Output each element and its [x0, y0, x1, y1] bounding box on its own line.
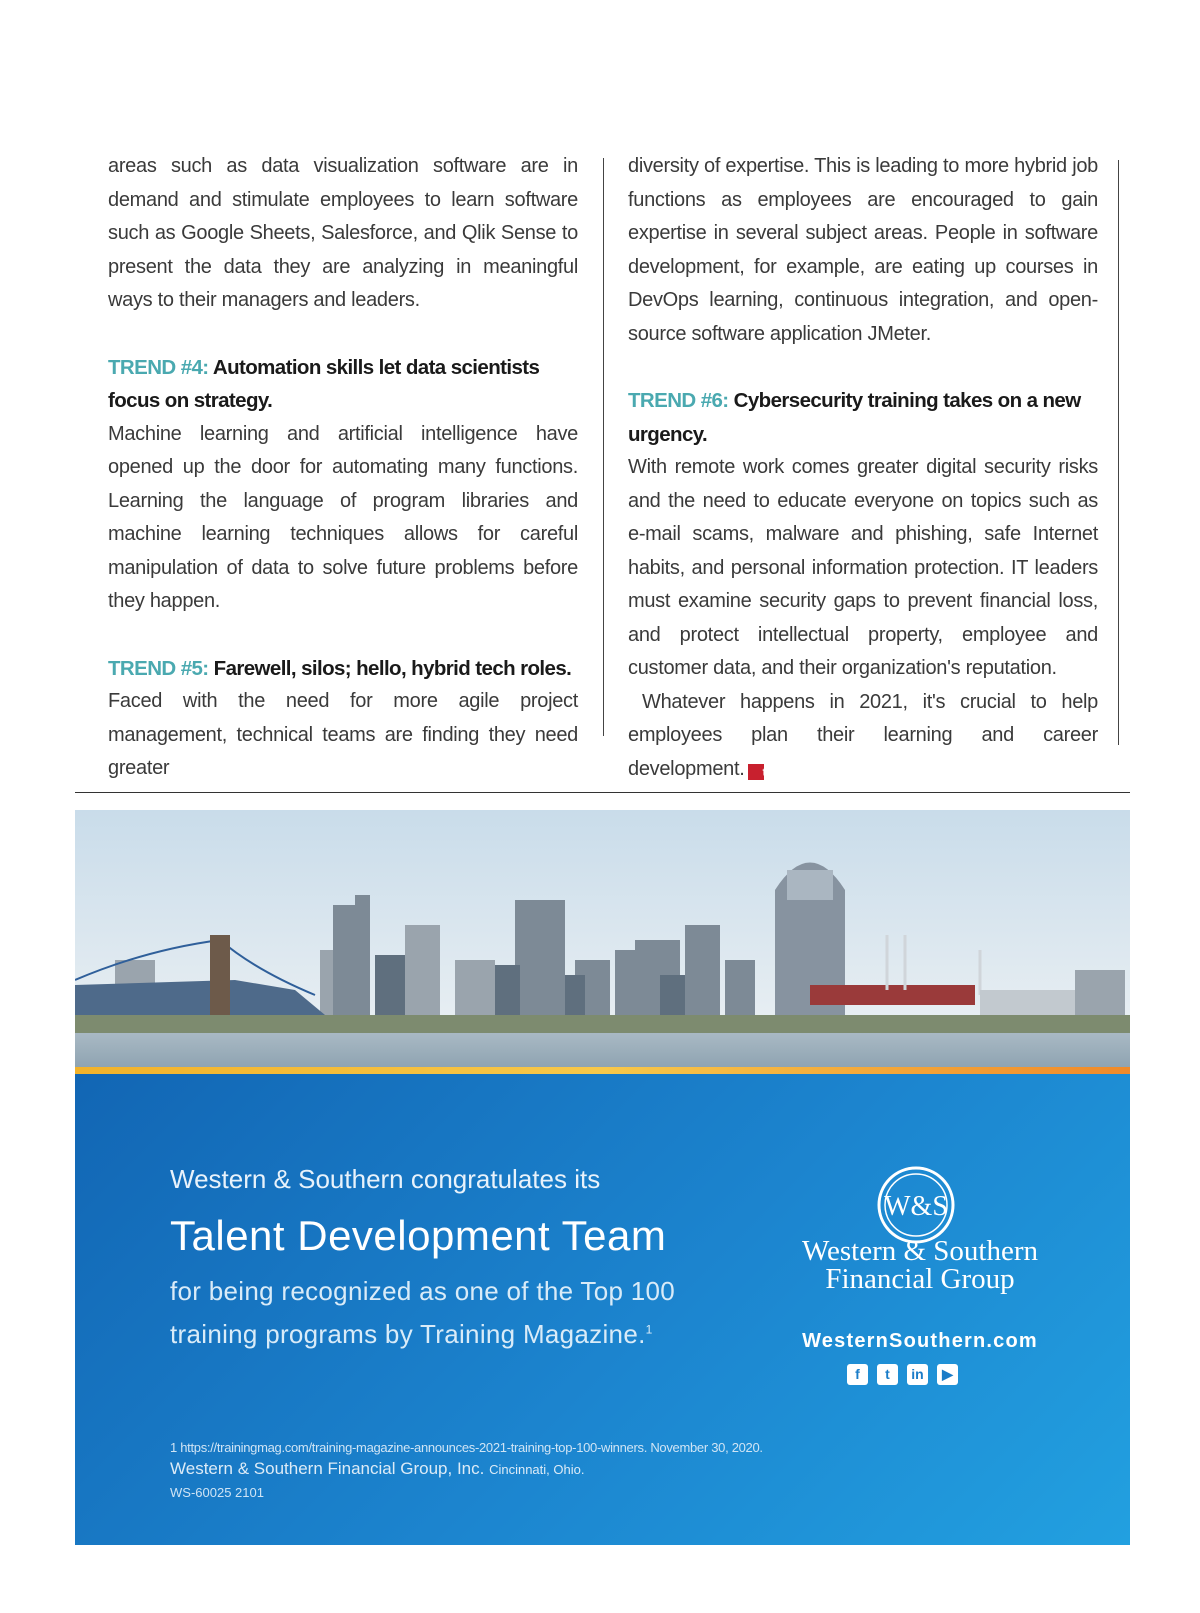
closing-text: Whatever happens in 2021, it's crucial to help employees plan their learning and career development. [628, 690, 1098, 780]
right-paragraph-intro: diversity of expertise. This is leading to more hybrid job functions as employees are encouraged to gain expertise in several subject areas. People in software development, for example, are eating up courses in DevOps learning, continuous integration, and open-source software application JMeter. [628, 155, 1098, 345]
left-paragraph-intro: areas such as data visualization software are in demand and stimulate employees to learn software such as Google Sheets, Salesforce, and Qlik Sense to present the data they are analyzing in meaningful ways to their managers and leaders. [108, 155, 578, 311]
trend6-heading [628, 384, 1098, 451]
ad-recognition-text: training programs by Training Magazine. [170, 1319, 646, 1349]
brand-name-line2: Financial Group [825, 1263, 1015, 1295]
ad-recognition-line1: for being recognized as one of the Top 100 [170, 1276, 676, 1306]
trend4-title: Automation skills let data scientists focus on strategy. [108, 355, 540, 412]
end-mark-icon: t [748, 764, 764, 780]
ad-congrats-text: Western & Southern congratulates its [170, 1164, 601, 1194]
accent-stripe [75, 1067, 1130, 1074]
section-divider [75, 792, 1130, 793]
brand-name-line1: Western & Southern [801, 1235, 1039, 1267]
ws-logo-icon [875, 1164, 957, 1246]
ad-company [170, 1459, 584, 1479]
ad-footnote: 1 https://trainingmag.com/training-magazine-announces-2021-training-top-100-winners. November 30, 2020. [170, 1440, 763, 1455]
company-name: Western & Southern Financial Group, Inc. [170, 1459, 485, 1478]
trend6-label: TREND #6: [628, 389, 729, 412]
trend4-body: Machine learning and artificial intelligence have opened up the door for automating many functions. Learning the language of program libraries and machine learning techniques allows for careful manipulation of data to solve future problems before they happen. [108, 422, 578, 612]
twitter-icon[interactable]: t [877, 1364, 898, 1385]
trend5-heading [108, 652, 578, 686]
social-icons [847, 1364, 958, 1385]
trend4-heading [108, 351, 578, 418]
left-column [108, 150, 578, 786]
linkedin-icon[interactable]: in [907, 1364, 928, 1385]
ad-panel [75, 1074, 1130, 1545]
right-column [628, 150, 1098, 786]
right-margin-rule [1118, 160, 1119, 745]
trend5-body: Faced with the need for more agile project management, technical teams are finding they need greater [108, 690, 578, 779]
trend5-title: Farewell, silos; hello, hybrid tech roles. [213, 656, 572, 680]
footnote-marker: 1 [645, 1322, 653, 1337]
youtube-icon[interactable]: ▶ [937, 1364, 958, 1385]
trend6-title: Cybersecurity training takes on a new urgency. [628, 389, 1081, 446]
trend4-label: TREND #4: [108, 355, 209, 379]
ws-logo-text: W&S [884, 1191, 948, 1222]
city-skyline-image [75, 810, 1130, 1067]
trend6-body: With remote work comes greater digital security risks and the need to educate everyone on topics such as e-mail scams, malware and phishing, safe Internet habits, and personal information protection. IT leaders must examine security gaps to prevent financial loss, and protect intellectual property, employee and customer data, and their organization's reputation. [628, 456, 1098, 679]
trend5-label: TREND #5: [108, 656, 209, 680]
advertisement [75, 810, 1130, 1545]
closing-paragraph [628, 686, 1098, 787]
ad-team-title: Talent Development Team [170, 1212, 667, 1259]
column-divider [603, 158, 604, 736]
website-link[interactable]: WesternSouthern.com [802, 1330, 1038, 1352]
facebook-icon[interactable]: f [847, 1364, 868, 1385]
ad-code: WS-60025 2101 [170, 1485, 264, 1500]
ad-recognition-line2 [170, 1319, 653, 1350]
company-city: Cincinnati, Ohio. [489, 1462, 585, 1477]
